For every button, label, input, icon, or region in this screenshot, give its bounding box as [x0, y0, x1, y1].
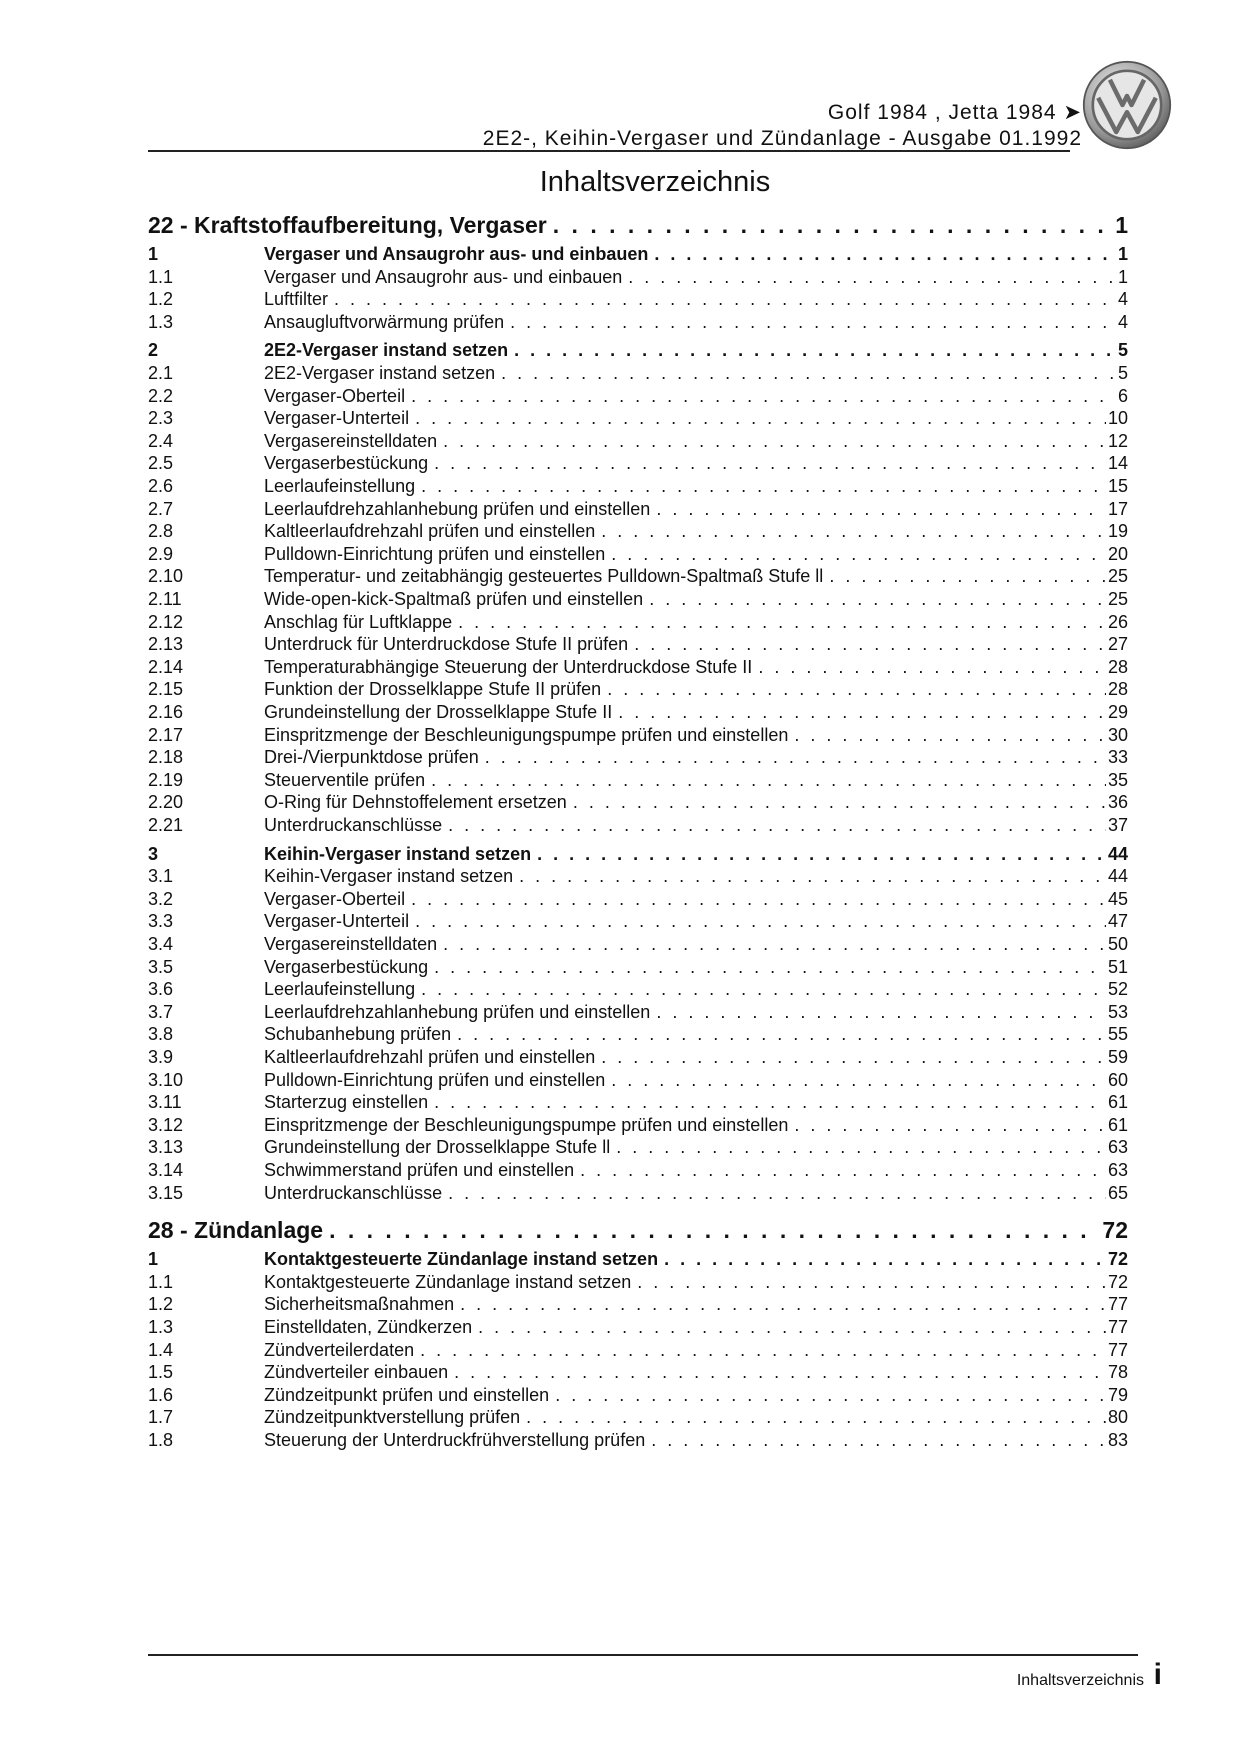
toc-entry[interactable] — [148, 1340, 1128, 1365]
toc-entry[interactable] — [148, 289, 1128, 314]
toc-dot-leader — [514, 340, 1116, 361]
toc-entry-page: 28 — [1107, 656, 1128, 677]
toc-dot-leader — [510, 312, 1116, 333]
toc-entry-page: 80 — [1107, 1407, 1128, 1428]
toc-entry-title: 28 - Zündanlage — [148, 1217, 324, 1244]
toc-dot-leader — [448, 1183, 1106, 1204]
toc-entry-number: 3.12 — [148, 1114, 184, 1135]
toc-entry-title: Funktion der Drosselklappe Stufe II prüfen — [264, 679, 602, 700]
toc-entry[interactable] — [148, 1362, 1128, 1387]
toc-entry[interactable] — [148, 340, 1128, 365]
toc-entry-page: 26 — [1107, 611, 1128, 632]
toc-dot-leader — [421, 476, 1106, 497]
toc-entry-title: Einspritzmenge der Beschleunigungspumpe prüfen und einstellen — [264, 1114, 789, 1135]
toc-entry[interactable] — [148, 934, 1128, 959]
header-model-line: Golf 1984 , Jetta 1984 ➤ — [827, 101, 1082, 124]
toc-entry-title: Unterdruck für Unterdruckdose Stufe II prüfen — [264, 634, 629, 655]
toc-entry[interactable] — [148, 521, 1128, 546]
toc-entry-title: Kontaktgesteuerte Zündanlage instand setzen — [264, 1271, 632, 1292]
toc-entry-title: Einstelldaten, Zündkerzen — [264, 1317, 473, 1337]
toc-entry-number: 3.15 — [148, 1182, 184, 1203]
toc-dot-leader — [829, 566, 1106, 587]
toc-entry-page: 72 — [1102, 1217, 1128, 1244]
toc-entry-number: 3.13 — [148, 1137, 184, 1158]
toc-entry-title: Keihin-Vergaser instand setzen — [264, 866, 514, 887]
toc-entry-number: 3.6 — [148, 979, 174, 1000]
toc-entry-title: Zündverteilerdaten — [264, 1339, 415, 1360]
toc-entry-number: 1.3 — [148, 1317, 174, 1337]
toc-entry-page: 55 — [1107, 1024, 1128, 1045]
toc-entry-page: 29 — [1107, 702, 1128, 722]
toc-entry-number: 2.11 — [148, 589, 182, 609]
toc-entry-title: Schubanhebung prüfen — [264, 1024, 452, 1045]
toc-dot-leader — [649, 589, 1106, 610]
toc-dot-leader — [637, 1272, 1106, 1293]
toc-entry[interactable] — [148, 499, 1128, 524]
toc-entry-number: 3.5 — [148, 956, 174, 977]
toc-dot-leader — [454, 1362, 1106, 1383]
toc-entry-page: 1 — [1117, 244, 1128, 264]
toc-entry[interactable] — [148, 408, 1128, 433]
toc-entry-page: 4 — [1117, 311, 1128, 332]
toc-dot-leader — [434, 957, 1106, 978]
toc-entry[interactable] — [148, 1115, 1128, 1140]
toc-entry[interactable] — [148, 1317, 1128, 1342]
toc-entry[interactable] — [148, 544, 1128, 569]
toc-entry-page: 28 — [1107, 679, 1128, 700]
toc-dot-leader — [628, 267, 1116, 288]
toc-entry-title: Grundeinstellung der Drosselklappe Stufe ll — [264, 1137, 611, 1158]
toc-dot-leader — [664, 1249, 1106, 1270]
toc-entry-page: 72 — [1107, 1271, 1128, 1292]
toc-entry-title: Leerlaufdrehzahlanhebung prüfen und einstellen — [264, 498, 651, 519]
toc-entry-title: Vergaser-Oberteil — [264, 888, 406, 909]
toc-dot-leader — [616, 1137, 1106, 1158]
toc-entry-title: O-Ring für Dehnstoffelement ersetzen — [264, 792, 567, 813]
toc-entry-title: Pulldown-Einrichtung prüfen und einstellen — [264, 543, 606, 564]
toc-entry-number: 2.1 — [148, 363, 174, 383]
toc-entry-number: 1.2 — [148, 1294, 174, 1315]
toc-entry-title: Steuerung der Unterdruckfrühverstellung prüfen — [264, 1430, 646, 1450]
toc-entry-title: 22 - Kraftstoffaufbereitung, Vergaser — [148, 212, 547, 238]
header-rule — [148, 150, 1070, 152]
toc-dot-leader — [434, 1092, 1106, 1113]
toc-entry[interactable] — [148, 770, 1128, 795]
toc-entry[interactable] — [148, 844, 1128, 869]
toc-entry-number: 3.11 — [148, 1092, 182, 1113]
toc-entry-number: 2.8 — [148, 521, 174, 542]
toc-dot-leader — [448, 815, 1106, 836]
toc-entry-title: Temperatur- und zeitabhängig gesteuertes Pulldown-Spaltmaß Stufe ll — [264, 566, 824, 587]
toc-entry-number: 2.17 — [148, 724, 184, 745]
toc-entry[interactable] — [148, 1183, 1128, 1208]
toc-entry[interactable] — [148, 1294, 1128, 1319]
toc-entry-number: 2.5 — [148, 453, 174, 474]
toc-entry[interactable] — [148, 1002, 1128, 1027]
toc-entry-page: 6 — [1117, 385, 1128, 406]
toc-entry-page: 44 — [1107, 843, 1128, 864]
toc-dot-leader — [656, 1002, 1106, 1023]
toc-entry-number: 2.2 — [148, 385, 174, 406]
toc-entry-page: 45 — [1107, 888, 1128, 909]
toc-entry[interactable] — [148, 957, 1128, 982]
toc-dot-leader — [758, 657, 1106, 678]
toc-entry-title: Drei-/Vierpunktdose prüfen — [264, 747, 479, 768]
toc-entry-page: 15 — [1107, 476, 1128, 496]
toc-entry-number: 2.20 — [148, 792, 184, 813]
toc-entry-page: 25 — [1107, 566, 1128, 587]
toc-dot-leader — [794, 725, 1106, 746]
toc-entry-title: Zündverteiler einbauen — [264, 1362, 449, 1383]
toc-entry-number: 2.7 — [148, 498, 174, 519]
toc-entry[interactable] — [148, 476, 1128, 501]
toc-entry-number: 1.8 — [148, 1430, 174, 1450]
toc-entry-number: 2.6 — [148, 476, 174, 496]
toc-entry-number: 2.18 — [148, 747, 184, 768]
toc-entry[interactable] — [148, 244, 1128, 269]
toc-entry-title: Wide-open-kick-Spaltmaß prüfen und einstellen — [264, 589, 644, 609]
toc-dot-leader — [460, 1294, 1106, 1315]
toc-entry-page: 65 — [1107, 1182, 1128, 1203]
toc-entry-page: 83 — [1107, 1430, 1128, 1450]
toc-entry-title: Vergaser und Ansaugrohr aus- und einbauen — [264, 244, 649, 264]
toc-dot-leader — [607, 679, 1106, 700]
toc-entry[interactable] — [148, 267, 1128, 292]
toc-entry[interactable] — [148, 815, 1128, 840]
toc-entry-number: 3.7 — [148, 1001, 174, 1022]
toc-dot-leader — [443, 934, 1106, 955]
toc-entry-page: 10 — [1107, 408, 1128, 429]
toc-entry-page: 51 — [1107, 956, 1128, 977]
toc-entry[interactable] — [148, 1385, 1128, 1410]
toc-entry[interactable] — [148, 1137, 1128, 1162]
toc-entry[interactable] — [148, 1024, 1128, 1049]
toc-entry-page: 27 — [1107, 634, 1128, 655]
toc-entry-title: Vergasereinstelldaten — [264, 934, 438, 954]
toc-entry[interactable] — [148, 1272, 1128, 1297]
footer-label: Inhaltsverzeichnis — [1016, 1672, 1144, 1689]
toc-dot-leader — [431, 770, 1106, 791]
toc-entry-number: 3.3 — [148, 911, 174, 932]
toc-entry-number: 2.19 — [148, 769, 184, 790]
toc-entry-title: Einspritzmenge der Beschleunigungspumpe prüfen und einstellen — [264, 724, 789, 745]
toc-dot-leader — [611, 1070, 1106, 1091]
toc-entry[interactable] — [148, 1407, 1128, 1432]
toc-entry-title: Kaltleerlaufdrehzahl prüfen und einstellen — [264, 1047, 596, 1067]
toc-dot-leader — [485, 747, 1106, 768]
toc-dot-leader — [573, 792, 1106, 813]
toc-entry-page: 47 — [1107, 911, 1128, 932]
toc-dot-leader — [415, 911, 1106, 932]
toc-entry-title: Sicherheitsmaßnahmen — [264, 1294, 455, 1315]
toc-entry-page: 14 — [1107, 453, 1128, 474]
toc-dot-leader — [443, 431, 1106, 452]
toc-entry[interactable] — [148, 1047, 1128, 1072]
toc-dot-leader — [526, 1407, 1106, 1428]
toc-entry[interactable] — [148, 212, 1128, 244]
toc-entry-number: 2.16 — [148, 702, 184, 722]
toc-entry-number: 1 — [148, 244, 159, 264]
toc-entry[interactable] — [148, 702, 1128, 727]
toc-entry-title: Vergasereinstelldaten — [264, 430, 438, 451]
toc-entry-page: 63 — [1107, 1160, 1128, 1180]
toc-entry[interactable] — [148, 1160, 1128, 1185]
toc-entry-number: 2.10 — [148, 566, 184, 587]
toc-dot-leader — [794, 1115, 1106, 1136]
toc-entry-title: Leerlaufdrehzahlanhebung prüfen und einstellen — [264, 1001, 651, 1022]
vw-logo-icon — [1082, 60, 1172, 150]
toc-entry-number: 1.3 — [148, 311, 174, 332]
toc-entry-title: Kontaktgesteuerte Zündanlage instand setzen — [264, 1249, 659, 1270]
toc-entry-page: 5 — [1117, 340, 1128, 361]
toc-entry-title: Luftfilter — [264, 289, 329, 310]
toc-dot-leader — [618, 702, 1106, 723]
toc-entry-title: Unterdruckanschlüsse — [264, 815, 443, 835]
toc-entry-title: 2E2-Vergaser instand setzen — [264, 340, 509, 361]
toc-entry-title: 2E2-Vergaser instand setzen — [264, 363, 496, 383]
toc-entry-number: 2.15 — [148, 679, 184, 700]
toc-entry[interactable] — [148, 566, 1128, 591]
toc-entry-page: 77 — [1107, 1317, 1128, 1337]
toc-entry-page: 25 — [1107, 589, 1128, 609]
toc-entry[interactable] — [148, 612, 1128, 637]
toc-entry-number: 3.9 — [148, 1047, 174, 1067]
toc-entry-page: 77 — [1107, 1294, 1128, 1315]
toc-dot-leader — [601, 1047, 1106, 1068]
toc-dot-leader — [519, 866, 1106, 887]
toc-entry-title: Vergaserbestückung — [264, 956, 429, 977]
toc-entry-title: Vergaserbestückung — [264, 453, 429, 474]
toc-entry-number: 2 — [148, 340, 159, 361]
toc-entry-page: 61 — [1107, 1114, 1128, 1135]
toc-dot-leader — [411, 386, 1116, 407]
toc-entry[interactable] — [148, 866, 1128, 891]
toc-entry-page: 79 — [1107, 1384, 1128, 1405]
toc-entry-page: 36 — [1107, 792, 1128, 813]
toc-entry-number: 3.10 — [148, 1069, 184, 1090]
toc-entry-title: Grundeinstellung der Drosselklappe Stufe II — [264, 702, 613, 722]
toc-entry-number: 2.12 — [148, 611, 184, 632]
toc-entry-number: 2.14 — [148, 656, 184, 677]
toc-entry-title: Vergaser-Unterteil — [264, 911, 410, 932]
toc-entry-page: 52 — [1107, 979, 1128, 1000]
toc-dot-leader — [329, 1217, 1100, 1244]
toc-entry[interactable] — [148, 431, 1128, 456]
toc-entry-page: 30 — [1107, 724, 1128, 745]
toc-entry-title: Temperaturabhängige Steuerung der Unterdruckdose Stufe II — [264, 656, 753, 677]
toc-dot-leader — [457, 1024, 1106, 1045]
toc-entry-title: Leerlaufeinstellung — [264, 476, 416, 496]
toc-entry-number: 3.4 — [148, 934, 174, 954]
toc-entry[interactable] — [148, 634, 1128, 659]
toc-dot-leader — [537, 844, 1106, 865]
toc-entry-title: Zündzeitpunkt prüfen und einstellen — [264, 1384, 550, 1405]
toc-entry-number: 1.1 — [148, 266, 174, 287]
toc-dot-leader — [415, 408, 1106, 429]
toc-entry-page: 17 — [1107, 498, 1128, 519]
toc-entry-number: 1.6 — [148, 1384, 174, 1405]
toc-entry[interactable] — [148, 1217, 1128, 1249]
toc-entry[interactable] — [148, 589, 1128, 614]
toc-entry-title: Keihin-Vergaser instand setzen — [264, 843, 532, 864]
toc-dot-leader — [478, 1317, 1106, 1338]
toc-entry-title: Steuerventile prüfen — [264, 769, 426, 790]
toc-entry-page: 20 — [1107, 543, 1128, 564]
footer-rule — [148, 1654, 1138, 1656]
toc-entry-number: 2.21 — [148, 815, 184, 835]
toc-entry-page: 61 — [1107, 1092, 1128, 1113]
toc-entry-title: Schwimmerstand prüfen und einstellen — [264, 1160, 575, 1180]
toc-entry-title: Anschlag für Luftklappe — [264, 611, 453, 632]
toc-entry-number: 1 — [148, 1249, 159, 1270]
toc-entry-title: Vergaser und Ansaugrohr aus- und einbauen — [264, 266, 623, 287]
toc-entry-title: Unterdruckanschlüsse — [264, 1182, 443, 1203]
toc-entry[interactable] — [148, 979, 1128, 1004]
toc-entry-title: Vergaser-Unterteil — [264, 408, 410, 429]
toc-entry-page: 63 — [1107, 1137, 1128, 1158]
toc-entry-number: 3.8 — [148, 1024, 174, 1045]
toc-entry[interactable] — [148, 792, 1128, 817]
toc-entry-title: Vergaser-Oberteil — [264, 385, 406, 406]
toc-entry-number: 3 — [148, 843, 159, 864]
toc-entry-page: 77 — [1107, 1339, 1128, 1360]
toc-entry-number: 2.9 — [148, 543, 174, 564]
toc-entry-number: 2.3 — [148, 408, 174, 429]
toc-dot-leader — [420, 1340, 1106, 1361]
toc-dot-leader — [501, 363, 1116, 384]
toc-entry-page: 60 — [1107, 1069, 1128, 1090]
toc-entry[interactable] — [148, 747, 1128, 772]
toc-entry-page: 72 — [1107, 1249, 1128, 1270]
toc-dot-leader — [434, 453, 1106, 474]
toc-entry-page: 19 — [1107, 521, 1128, 542]
toc-dot-leader — [411, 889, 1106, 910]
toc-entry-number: 3.2 — [148, 888, 174, 909]
toc-entry[interactable] — [148, 911, 1128, 936]
toc-entry-page: 4 — [1117, 289, 1128, 310]
toc-dot-leader — [634, 634, 1106, 655]
toc-entry[interactable] — [148, 657, 1128, 682]
toc-entry[interactable] — [148, 363, 1128, 388]
toc-entry-title: Zündzeitpunktverstellung prüfen — [264, 1407, 521, 1428]
toc-entry-page: 33 — [1107, 747, 1128, 768]
toc-entry-page: 37 — [1107, 815, 1128, 835]
toc-entry[interactable] — [148, 453, 1128, 478]
toc-entry-number: 1.7 — [148, 1407, 174, 1428]
toc-entry-page: 78 — [1107, 1362, 1128, 1383]
toc-entry[interactable] — [148, 1070, 1128, 1095]
toc-entry[interactable] — [148, 889, 1128, 914]
page-title: Inhaltsverzeichnis — [539, 166, 771, 198]
toc-entry-number: 2.13 — [148, 634, 184, 655]
toc-dot-leader — [421, 979, 1106, 1000]
toc-entry-page: 12 — [1107, 430, 1128, 451]
toc-entry-page: 35 — [1107, 769, 1128, 790]
toc-entry-page: 1 — [1115, 212, 1128, 238]
toc-entry-title: Ansaugluftvorwärmung prüfen — [264, 311, 505, 332]
toc-entry-title: Starterzug einstellen — [264, 1092, 429, 1113]
toc-entry[interactable] — [148, 1249, 1128, 1274]
toc-dot-leader — [601, 521, 1106, 542]
toc-entry-title: Pulldown-Einrichtung prüfen und einstellen — [264, 1069, 606, 1090]
toc-entry-number: 3.1 — [148, 866, 174, 887]
toc-entry-page: 1 — [1117, 266, 1128, 287]
toc-dot-leader — [656, 499, 1106, 520]
header-subtitle: 2E2-, Keihin-Vergaser und Zündanlage - Ausgabe 01.1992 — [482, 127, 1082, 150]
toc-entry-number: 2.4 — [148, 430, 174, 451]
toc-dot-leader — [580, 1160, 1106, 1181]
toc-entry-title: Leerlaufeinstellung — [264, 979, 416, 1000]
toc-entry-page: 50 — [1107, 934, 1128, 954]
toc-entry-page: 53 — [1107, 1001, 1128, 1022]
toc-entry-number: 1.5 — [148, 1362, 174, 1383]
toc-entry-page: 44 — [1107, 866, 1128, 887]
toc-entry-page: 59 — [1107, 1047, 1128, 1067]
toc-dot-leader — [611, 544, 1106, 565]
toc-entry-title: Kaltleerlaufdrehzahl prüfen und einstellen — [264, 521, 596, 542]
toc-entry-number: 1.4 — [148, 1339, 174, 1360]
toc-dot-leader — [651, 1430, 1106, 1451]
toc-dot-leader — [553, 212, 1113, 239]
toc-entry[interactable] — [148, 1092, 1128, 1117]
footer-page-number: i — [1153, 1658, 1162, 1691]
toc-entry-number: 3.14 — [148, 1160, 184, 1180]
toc-entry[interactable] — [148, 386, 1128, 411]
toc-dot-leader — [555, 1385, 1106, 1406]
toc-entry-page: 5 — [1117, 363, 1128, 383]
toc-entry-number: 1.2 — [148, 289, 174, 310]
toc-entry-number: 1.1 — [148, 1271, 174, 1292]
toc-dot-leader — [334, 289, 1116, 310]
toc-entry[interactable] — [148, 312, 1128, 337]
toc-dot-leader — [654, 244, 1116, 265]
toc-entry[interactable] — [148, 725, 1128, 750]
toc-entry[interactable] — [148, 1430, 1128, 1455]
toc-entry[interactable] — [148, 679, 1128, 704]
toc-dot-leader — [458, 612, 1106, 633]
